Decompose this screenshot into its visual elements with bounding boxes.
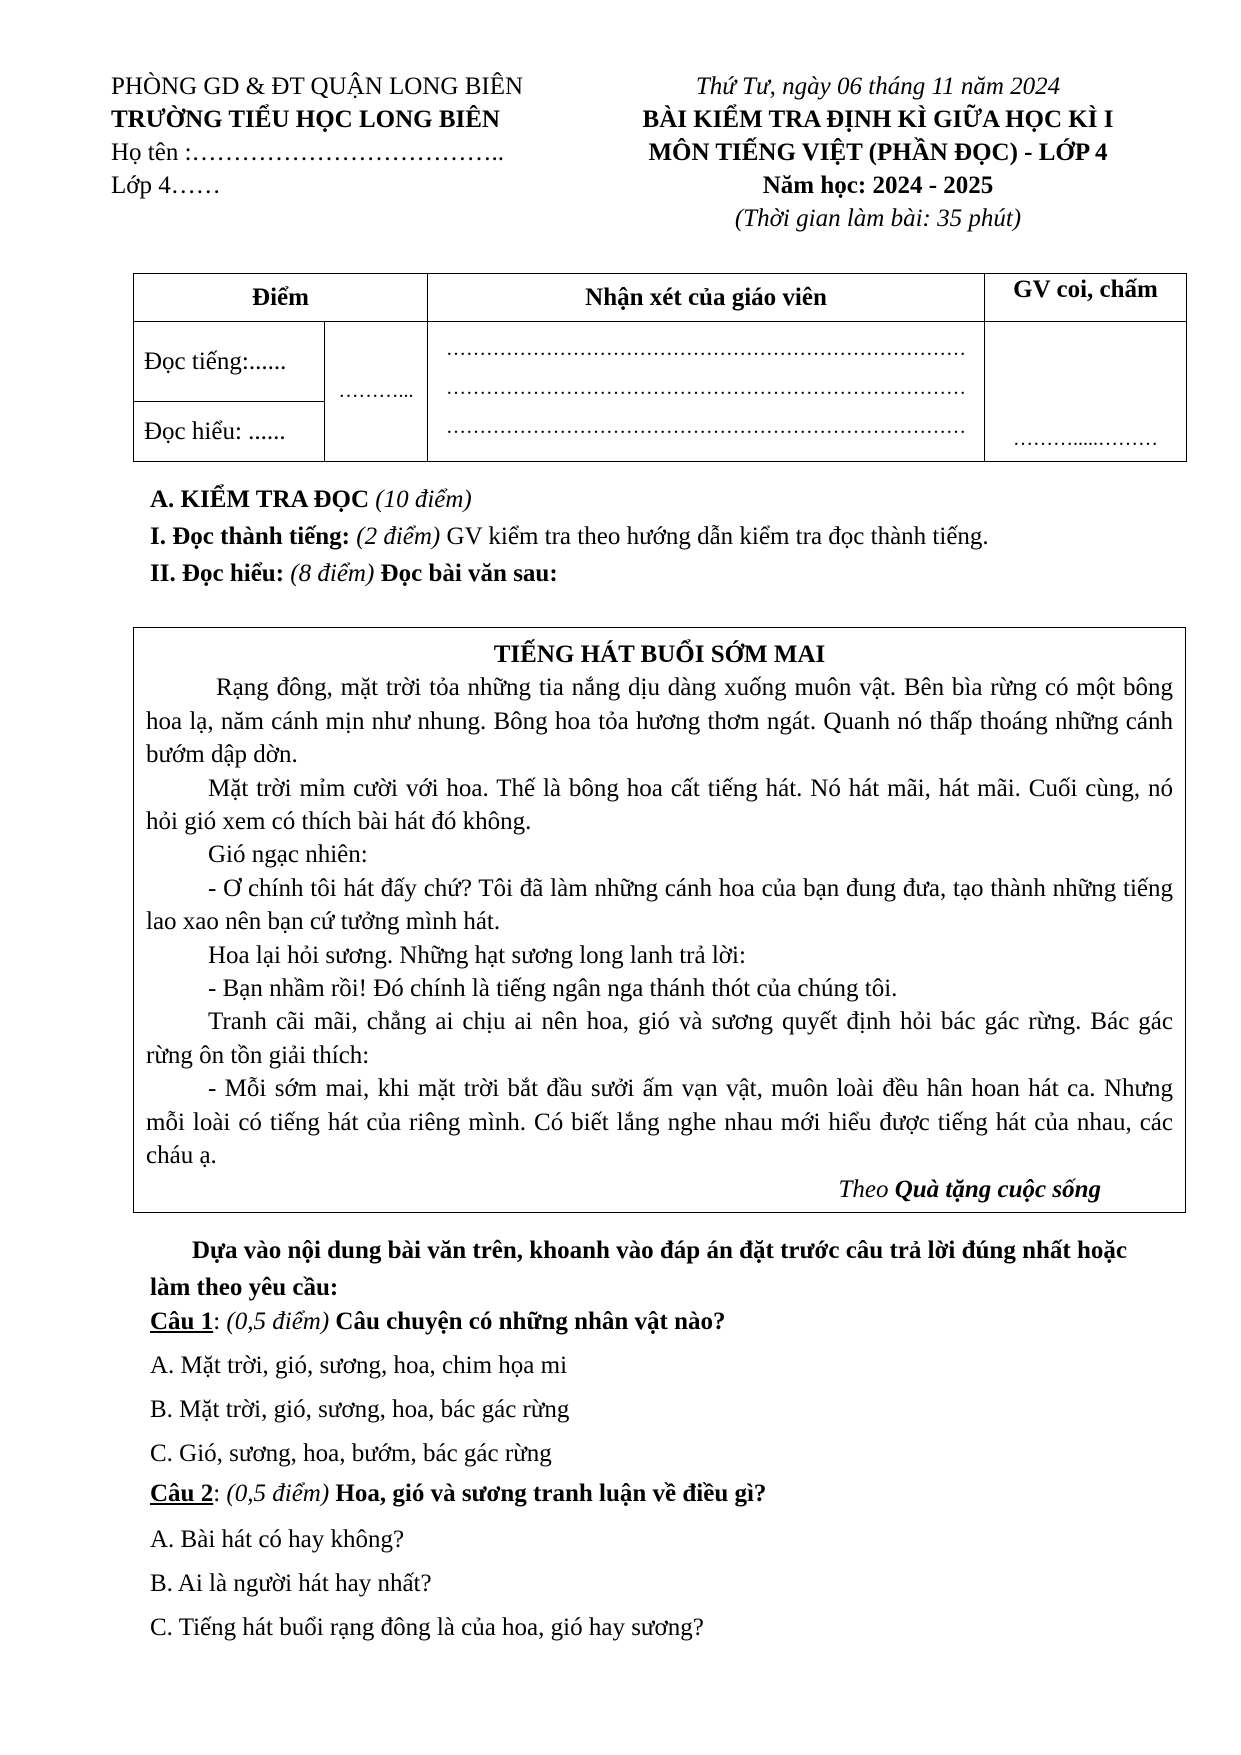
- section-a-points: (10 điểm): [375, 486, 472, 513]
- department-name: PHÒNG GD & ĐT QUẬN LONG BIÊN: [111, 73, 524, 100]
- passage-paragraph: - Bạn nhầm rồi! Đó chính là tiếng ngân nga thánh thót của chúng tôi.: [208, 975, 898, 1003]
- question-1-option-a[interactable]: A. Mặt trời, gió, sương, hoa, chim họa mi: [150, 1352, 568, 1379]
- passage-source: [146, 1173, 1173, 1206]
- passage-title: TIẾNG HÁT BUỔI SỚM MAI: [493, 641, 826, 668]
- question-1: Câu 1: (0,5 điểm) Câu chuyện có những nhân vật nào?: [150, 1308, 726, 1335]
- school-name: TRƯỜNG TIỂU HỌC LONG BIÊN: [111, 106, 500, 133]
- passage-paragraph: Mặt trời mỉm cười với hoa. Thế là bông hoa cất tiếng hát. Nó hát mãi, hát mãi. Cuối cùng, nó hỏi gió xem có thích bài hát đó không.: [146, 774, 1173, 836]
- section-i-points: (2 điểm): [356, 523, 441, 550]
- school-year: Năm học: 2024 - 2025: [762, 172, 994, 199]
- source-title: Quà tặng cuộc sống: [894, 1175, 1101, 1203]
- question-2-option-a[interactable]: A. Bài hát có hay không?: [150, 1526, 405, 1553]
- exam-subject: MÔN TIẾNG VIỆT (PHẦN ĐỌC) - LỚP 4: [648, 139, 1108, 166]
- header-right: [600, 70, 1156, 235]
- passage-paragraph: Hoa lại hỏi sương. Những hạt sương long lanh trả lời:: [208, 941, 746, 969]
- score-table: [133, 273, 1187, 462]
- question-2-option-b[interactable]: B. Ai là người hát hay nhất?: [150, 1570, 432, 1597]
- class-field: Lớp 4……: [111, 172, 221, 199]
- total-score-cell[interactable]: ………...: [325, 322, 428, 462]
- question-label: Câu 1: [150, 1308, 214, 1335]
- question-2: Câu 2: (0,5 điểm) Hoa, gió và sương tranh luận về điều gì?: [150, 1480, 767, 1507]
- section-i-text: GV kiểm tra theo hướng dẫn kiểm tra đọc thành tiếng.: [446, 523, 989, 550]
- question-points: (0,5 điểm): [226, 1308, 330, 1335]
- question-text: Hoa, gió và sương tranh luận về điều gì?: [335, 1480, 767, 1507]
- section-a-title: A. KIỂM TRA ĐỌC: [150, 486, 370, 513]
- question-instructions: [150, 1232, 1160, 1306]
- comment-line: ……………………………………………………………………: [446, 377, 967, 399]
- question-1-option-b[interactable]: B. Mặt trời, gió, sương, hoa, bác gác rừng: [150, 1396, 570, 1423]
- comments-header: Nhận xét của giáo viên: [428, 274, 985, 322]
- comment-line: ……………………………………………………………………: [446, 338, 967, 360]
- reading-comprehension-score-label[interactable]: Đọc hiểu: ......: [134, 402, 325, 462]
- exam-date: Thứ Tư, ngày 06 tháng 11 năm 2024: [695, 73, 1061, 100]
- instructions-text: Dựa vào nội dung bài văn trên, khoanh vào đáp án đặt trước câu trả lời đúng nhất hoặc làm theo yêu cầu:: [150, 1237, 1127, 1301]
- exam-title: BÀI KIỂM TRA ĐỊNH KÌ GIỮA HỌC KÌ I: [642, 106, 1114, 133]
- student-name-field: Họ tên :………………………………..: [111, 139, 505, 166]
- score-header: Điểm: [134, 274, 428, 322]
- teacher-header: GV coi, chấm: [985, 274, 1187, 322]
- section-i-heading: [150, 523, 989, 551]
- reading-aloud-score-label[interactable]: Đọc tiếng:......: [134, 322, 325, 402]
- section-ii-text: Đọc bài văn sau:: [380, 560, 558, 587]
- comment-line: ……………………………………………………………………: [446, 416, 967, 438]
- section-i-title: I. Đọc thành tiếng:: [150, 523, 351, 550]
- passage-paragraph: Tranh cãi mãi, chẳng ai chịu ai nên hoa, gió và sương quyết định hỏi bác gác rừng. Bác gác rừng ôn tồn giải thích:: [146, 1008, 1173, 1069]
- question-label: Câu 2: [150, 1480, 214, 1507]
- teacher-comments-cell[interactable]: [428, 322, 985, 462]
- question-2-option-c[interactable]: C. Tiếng hát buổi rạng đông là của hoa, gió hay sương?: [150, 1614, 704, 1641]
- passage-paragraph: - Ơ chính tôi hát đấy chứ? Tôi đã làm những cánh hoa của bạn đung đưa, tạo thành những tiếng lao xao nên bạn cứ tưởng mình hát.: [146, 874, 1173, 936]
- section-ii-title: II. Đọc hiểu:: [150, 560, 285, 587]
- section-a-heading: [150, 486, 472, 514]
- passage-paragraph: Gió ngạc nhiên:: [208, 841, 368, 869]
- question-1-option-c[interactable]: C. Gió, sương, hoa, bướm, bác gác rừng: [150, 1440, 552, 1467]
- question-text: Câu chuyện có những nhân vật nào?: [335, 1308, 726, 1335]
- passage-paragraph: Rạng đông, mặt trời tỏa những tia nắng dịu dàng xuống muôn vật. Bên bìa rừng có một bông hoa lạ, năm cánh mịn như nhung. Bông hoa tỏa hương thơm ngát. Quanh nó thấp thoáng những cánh bướm dập dờn.: [146, 674, 1173, 769]
- teacher-signature-cell[interactable]: ……….....………: [985, 322, 1187, 462]
- section-ii-points: (8 điểm): [290, 560, 375, 587]
- question-points: (0,5 điểm): [226, 1480, 330, 1507]
- exam-duration: (Thời gian làm bài: 35 phút): [734, 205, 1022, 232]
- source-prefix: Theo: [838, 1175, 889, 1203]
- section-ii-heading: [150, 560, 558, 588]
- reading-passage: [133, 627, 1186, 1213]
- passage-paragraph: - Mỗi sớm mai, khi mặt trời bắt đầu sưởi ấm vạn vật, muôn loài đều hân hoan hát ca. Nhưng mỗi loài có tiếng hát của riêng mình. Có biết lắng nghe nhau mới hiểu được tiếng hát của nhau, các cháu ạ.: [146, 1075, 1173, 1170]
- header-left: [111, 70, 523, 202]
